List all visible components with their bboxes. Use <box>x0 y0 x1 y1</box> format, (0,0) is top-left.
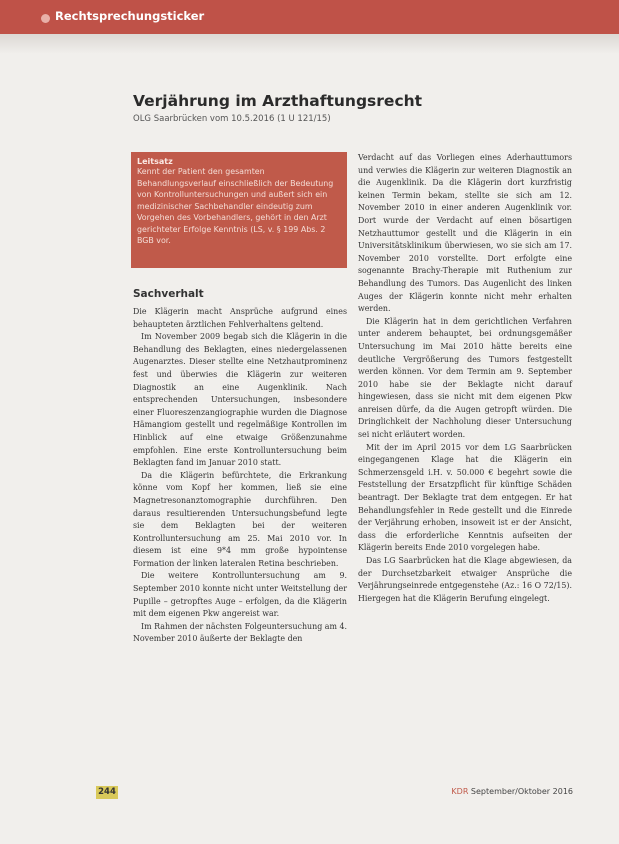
section-header-band <box>0 0 619 34</box>
right-column <box>358 152 572 605</box>
left-column <box>133 306 347 646</box>
paragraph: Im November 2009 begab sich die Klägerin in die Behandlung des Beklagten, eines niedergelassenen Augenarztes. Dieser stellte eine Netzhautprominenz fest und überwies die Klägerin zur weiteren Diagnostik an eine Augenklinik. Nach entsprechenden Untersuchungen, insbesondere einer Fluoreszenzangiographie wurden die Diagnose Hämangiom gestellt und regelmäßige Kontrollen im Hinblick auf eine etwaige Größenzunahme empfohlen. Eine erste Kontrolluntersuchung beim Beklagten fand im Januar 2010 statt. <box>133 332 347 468</box>
paragraph: Die Klägerin hat in dem gerichtlichen Verfahren unter anderem behauptet, bei ordnungsgemäßer Untersuchung im Mai 2010 hätte bereits eine deutliche Vergrößerung des Tumors festgestellt werden können. Vor dem Termin am 9. September 2010 habe sie der Beklagte nicht darauf hingewiesen, dass sie nicht mit dem eigenen Pkw anreisen dürfe, da die Augen getropft würden. Die Dringlichkeit der Nachholung dieser Untersuchung sei nicht erläutert worden. <box>358 316 572 440</box>
leitsatz-heading: Leitsatz <box>137 157 173 166</box>
leitsatz-text: Kennt der Patient den gesamten Behandlungsverlauf einschließlich der Bedeutung von Kontrolluntersuchungen und außert sich ein medizinischer Sachbehandler eindeutig zum Vorgehen des Vorbehandlers, gehört in den Arzt gerichteter Erfolge Kenntnis (LS, v. § 199 Abs. 2 BGB vor. <box>137 167 334 245</box>
paragraph: Mit der im April 2015 vor dem LG Saarbrücken eingegangenen Klage hat die Klägerin ein Schmerzensgeld i.H. v. 50.000 € begehrt sowie die Feststellung der Ersatzpflicht für künftige Schäden beantragt. Der Beklagte trat dem entgegen. Er hat Behandlungsfehler in Rede gestellt und die Einrede der Verjährung erhoben, insoweit ist er der Ansicht, dass die erforderliche Kenntnis aufseiten der Klägerin bereits Ende 2010 vorgelegen habe. <box>358 442 572 553</box>
header-shadow <box>0 34 619 54</box>
paragraph: Die Klägerin macht Ansprüche aufgrund eines behaupteten ärztlichen Fehlverhaltens geltend. <box>133 307 347 329</box>
page-number: 244 <box>96 786 118 799</box>
leitsatz-box <box>131 152 347 268</box>
paragraph: Die weitere Kontrolluntersuchung am 9. September 2010 konnte nicht unter Weitstellung der Pupille – getropftes Auge – erfolgen, da die Klägerin mit dem eigenen Pkw angereist war. <box>133 571 347 619</box>
article-title: Verjährung im Arzthaftungsrecht <box>133 92 423 110</box>
paragraph: Da die Klägerin befürchtete, die Erkrankung könne vom Kopf her kommen, ließ sie eine Magnetresonanztomographie durchführen. Den daraus resultierenden Untersuchungsbefund legte sie dem Beklagten bei der weiteren Kontrolluntersuchung am 25. Mai 2010 vor. In diesem ist eine 9*4 mm große hypointense Formation der linken lateralen Retina beschrieben. <box>133 470 347 568</box>
paragraph: Das LG Saarbrücken hat die Klage abgewiesen, da der Durchsetzbarkeit etwaiger Ansprüche die Verjährungseinrede entgegenstehe (Az.: 16 O 72/15). Hiergegen hat die Klägerin Berufung eingelegt. <box>358 556 572 603</box>
journal-brand: KDR <box>451 787 469 796</box>
paragraph: Im Rahmen der nächsten Folgeuntersuchung am 4. November 2010 äußerte der Beklagte den <box>133 621 347 644</box>
sachverhalt-heading: Sachverhalt <box>133 288 204 300</box>
footer-issue <box>451 787 573 796</box>
bullet-icon <box>41 14 50 23</box>
issue-date: September/Oktober 2016 <box>468 787 573 796</box>
section-label: Rechtsprechungsticker <box>55 9 205 23</box>
article-subtitle: OLG Saarbrücken vom 10.5.2016 (1 U 121/15) <box>133 114 331 124</box>
paragraph: Verdacht auf das Vorliegen eines Aderhauttumors und verwies die Klägerin zur weiteren Diagnostik an die Augenklinik. Da die Klägerin dort kurzfristig keinen Termin bekam, stellte sie sich am 12. November 2010 in einer anderen Augenklinik vor. Dort wurde der Verdacht auf einen bösartigen Netzhauttumor gestellt und die Klägerin in ein Universitätsklinikum überwiesen, wo sie sich am 17. November 2010 vorstellte. Dort erfolgte eine sogenannte Brachy-Therapie mit Ruthenium zur Behandlung des Tumors. Das Augenlicht des linken Auges der Klägerin konnte nicht mehr erhalten werden. <box>358 153 572 314</box>
